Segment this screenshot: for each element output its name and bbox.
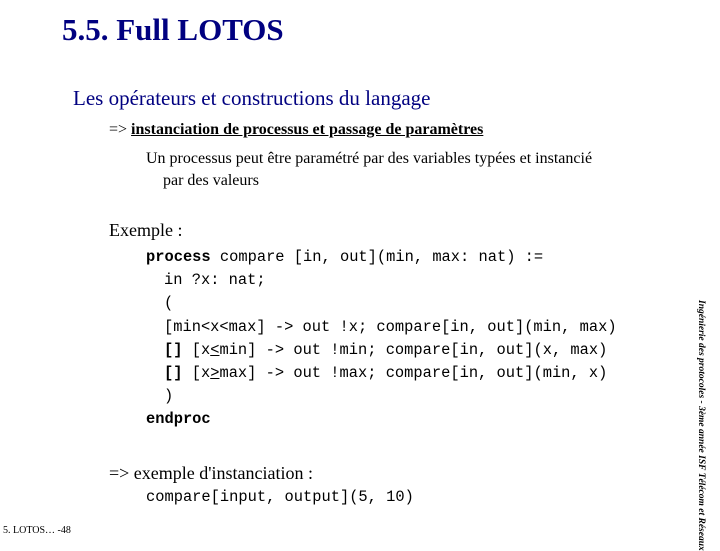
example-label: Exemple : <box>109 220 183 240</box>
code-line-6 <box>146 362 617 385</box>
code-block <box>146 246 617 432</box>
code-line-5 <box>146 339 617 362</box>
slide-subtitle: Les opérateurs et constructions du langage <box>73 86 431 110</box>
code-line-7: ) <box>164 387 174 406</box>
code-text: ?x: nat; <box>182 271 266 290</box>
keyword-process: process <box>146 248 211 266</box>
code-operator: > <box>210 363 220 382</box>
instantiation-code: compare[input, output](5, 10) <box>146 488 414 506</box>
code-text: compare [in, out](min, max: nat) := <box>210 248 544 266</box>
code-line-2 <box>146 269 617 292</box>
slide-title: 5.5. Full LOTOS <box>62 12 284 47</box>
code-line-3: ( <box>164 294 174 313</box>
bullet-topic: instanciation de processus et passage de paramètres <box>131 121 484 138</box>
instantiation-label: => exemple d'instanciation : <box>109 463 313 483</box>
keyword-endproc: endproc <box>146 410 211 429</box>
bullet-prefix: => <box>109 121 132 138</box>
code-text: max] -> out !max; compare[in, out](min, x) <box>219 363 608 382</box>
code-operator: < <box>210 340 220 359</box>
description-line-1: Un processus peut être paramétré par des variables typées et instancié <box>146 150 593 167</box>
code-text: [x <box>182 340 211 359</box>
slide-footer: 5. LOTOS… -48 <box>3 525 71 536</box>
side-caption: Ingénierie des protocoles - 3ème année ISF Télécom et Réseaux <box>696 300 706 551</box>
code-line-4: [min<x<max] -> out !x; compare[in, out](min, max) <box>164 317 617 336</box>
description <box>146 148 676 192</box>
code-text: min] -> out !min; compare[in, out](x, max) <box>219 340 608 359</box>
code-line-1 <box>146 246 617 269</box>
description-line-2: par des valeurs <box>163 172 259 189</box>
choice-operator: [] <box>164 363 183 382</box>
code-line-8 <box>146 408 617 431</box>
keyword-in: in <box>164 271 183 290</box>
choice-operator: [] <box>164 340 183 359</box>
bullet-instanciation <box>109 121 483 139</box>
code-text: [x <box>182 363 211 382</box>
